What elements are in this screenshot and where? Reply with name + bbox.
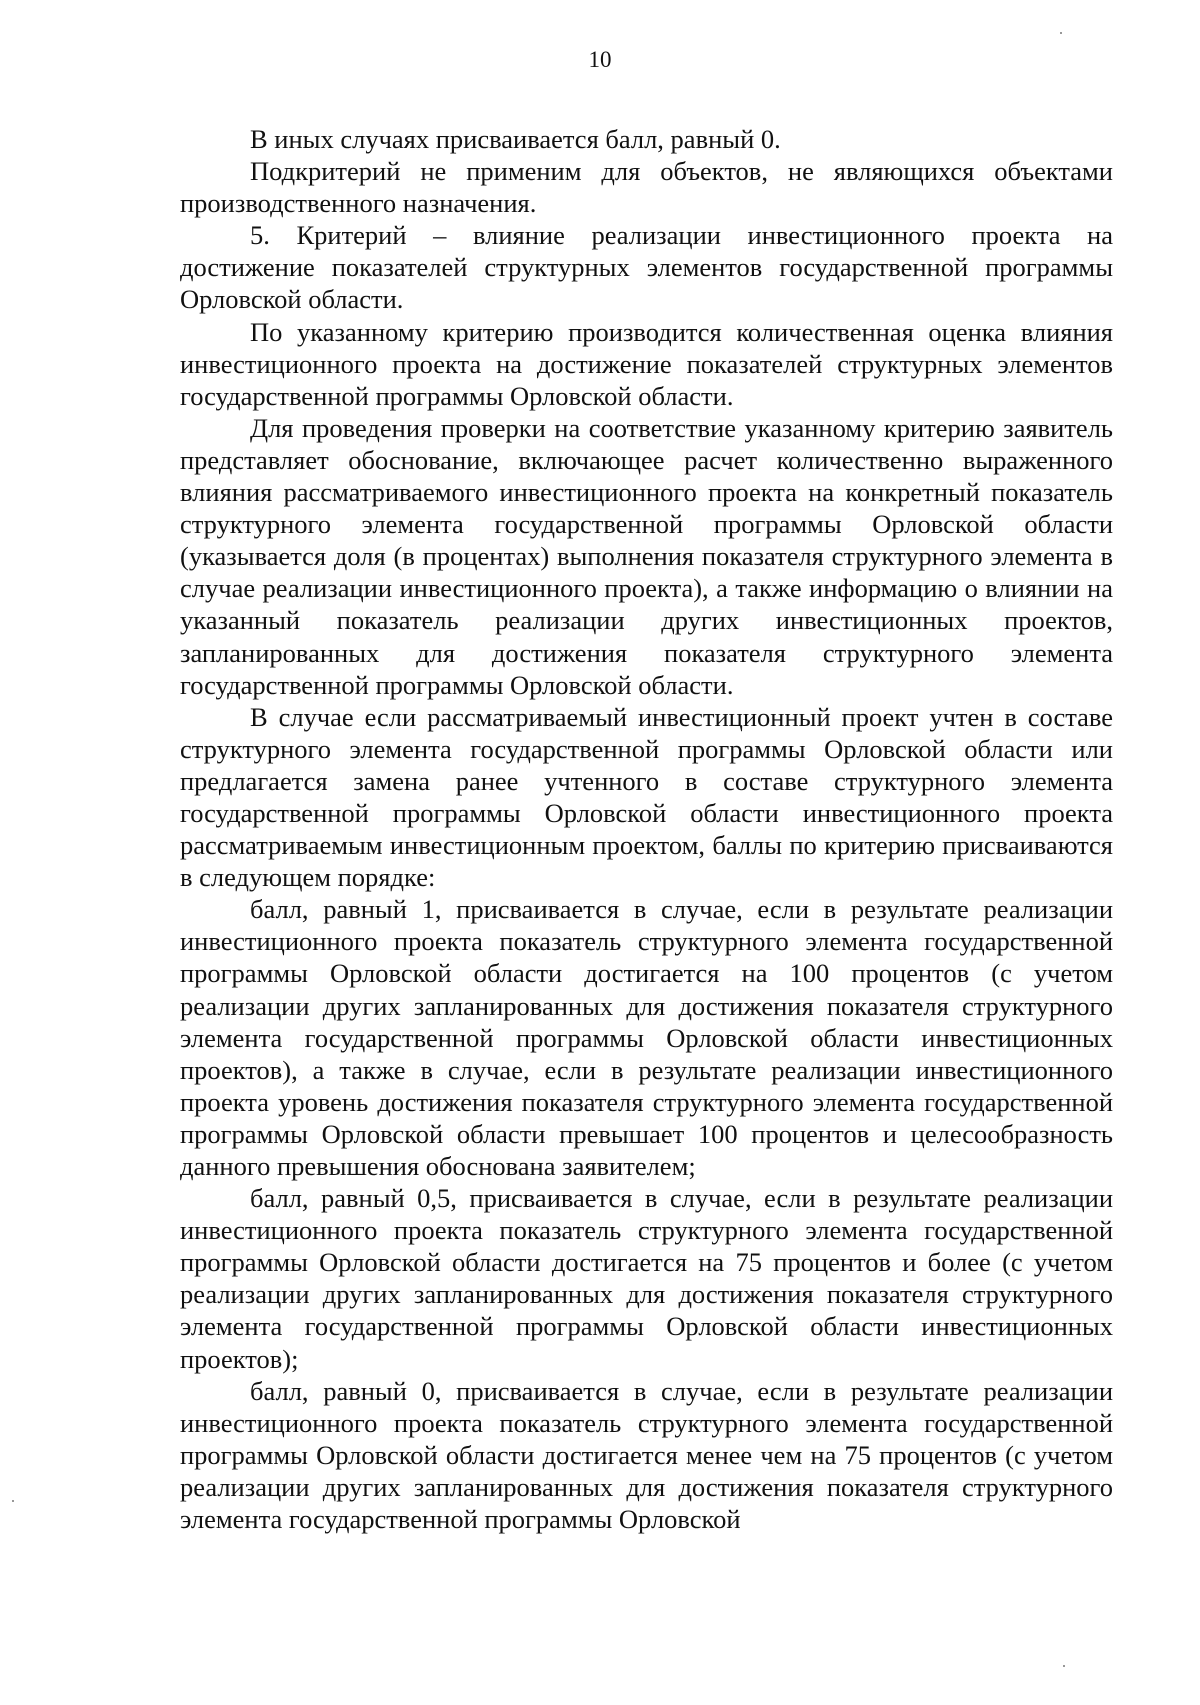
paragraph: В случае если рассматриваемый инвестиционный проект учтен в составе структурного элемента государственной программы Орловской области или предлагается замена ранее учтенного в составе структурного элемента государственной программы Орловской области инвестиционного проекта рассматриваемым инвестиционным проектом, баллы по критерию присваиваются в следующем порядке: [180, 701, 1113, 893]
scan-speck [1060, 32, 1062, 34]
paragraph: балл, равный 0, присваивается в случае, если в результате реализации инвестиционного проекта показатель структурного элемента государственной программы Орловской области достигается менее чем на 75 процентов (с учетом реализации других запланированных для достижения показателя структурного элемента государственной программы Орловской [180, 1375, 1113, 1535]
document-body [180, 123, 1113, 1535]
scan-speck [1063, 1665, 1065, 1667]
paragraph: балл, равный 1, присваивается в случае, если в результате реализации инвестиционного проекта показатель структурного элемента государственной программы Орловской области достигается на 100 процентов (с учетом реализации других запланированных для достижения показателя структурного элемента государственной программы Орловской области инвестиционных проектов), а также в случае, если в результате реализации инвестиционного проекта уровень достижения показателя структурного элемента государственной программы Орловской области превышает 100 процентов и целесообразность данного превышения обоснована заявителем; [180, 894, 1113, 1181]
page-number: 10 [588, 47, 612, 72]
paragraph: В иных случаях присваивается балл, равный 0. [250, 124, 781, 154]
paragraph: Подкритерий не применим для объектов, не являющихся объектами производственного назначения. [180, 156, 1113, 219]
paragraph: балл, равный 0,5, присваивается в случае, если в результате реализации инвестиционного проекта показатель структурного элемента государственной программы Орловской области достигается на 75 процентов и более (с учетом реализации других запланированных для достижения показателя структурного элемента государственной программы Орловской области инвестиционных проектов); [180, 1183, 1113, 1374]
paragraph: По указанному критерию производится количественная оценка влияния инвестиционного проекта на достижение показателей структурных элементов государственной программы Орловской области. [180, 316, 1113, 411]
paragraph: 5. Критерий – влияние реализации инвестиционного проекта на достижение показателей структурных элементов государственной программы Орловской области. [180, 220, 1113, 315]
scan-speck [12, 1500, 14, 1502]
paragraph: Для проведения проверки на соответствие указанному критерию заявитель представляет обоснование, включающее расчет количественно выраженного влияния рассматриваемого инвестиционного проекта на конкретный показатель структурного элемента государственной программы Орловской области (указывается доля (в процентах) выполнения показателя структурного элемента в случае реализации инвестиционного проекта), а также информацию о влиянии на указанный показатель реализации других инвестиционных проектов, запланированных для достижения показателя структурного элемента государственной программы Орловской области. [180, 412, 1113, 700]
